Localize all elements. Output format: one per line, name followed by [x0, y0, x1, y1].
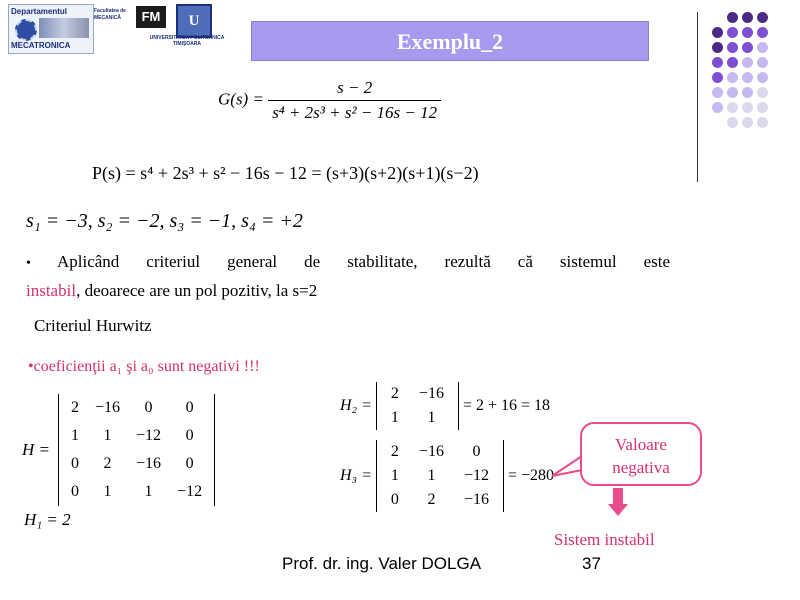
h3-cell: 1 — [427, 467, 436, 484]
matrix-h-cell: 1 — [103, 427, 112, 444]
decor-dot — [712, 87, 723, 98]
h3-cell: 0 — [390, 491, 399, 508]
h2-minor — [340, 382, 550, 430]
matrix-h-cell: 0 — [185, 427, 194, 444]
h3-label: H₃ = — [340, 467, 372, 484]
h3-row — [381, 464, 499, 488]
matrix-h-row — [63, 478, 210, 506]
decor-dot — [712, 27, 723, 38]
callout-line2: negativa — [612, 458, 670, 477]
faculty-label: Facultatea de MECANICĂ — [94, 8, 126, 21]
matrix-h-cell: −12 — [136, 427, 162, 444]
h3-cell: −12 — [463, 467, 489, 484]
h3-cell: −16 — [418, 443, 444, 460]
matrix-h-cell: 0 — [71, 455, 79, 472]
hurwitz-matrix — [22, 394, 215, 506]
tf-denominator: s⁴ + 2s³ + s² − 16s − 12 — [268, 100, 441, 123]
instabil-highlight: instabil — [26, 281, 77, 300]
characteristic-polynomial: P(s) = s⁴ + 2s³ + s² − 16s − 12 = (s+3)(s+2)(s+1)(s−2) — [92, 163, 479, 183]
decor-dot — [757, 27, 768, 38]
h3-cell: 0 — [472, 443, 481, 460]
matrix-h — [58, 394, 215, 506]
matrix-h-cell: 1 — [71, 427, 79, 444]
university-label: UNIVERSITATEA POLITEHNICA TIMIŞOARA — [149, 35, 225, 47]
slide-title: Exemplu_2 — [251, 21, 649, 61]
decor-dot — [727, 102, 738, 113]
tf-lhs: G(s) = — [218, 89, 264, 109]
matrix-h-cell: 0 — [71, 483, 79, 500]
decor-dot — [742, 72, 753, 83]
conclusion: Sistem instabil — [554, 530, 655, 549]
h2-matrix — [376, 382, 459, 430]
page-number: 37 — [582, 554, 601, 573]
h3-cell: −16 — [463, 491, 489, 508]
footer-author: Prof. dr. ing. Valer DOLGA — [282, 554, 482, 573]
decor-dot — [727, 27, 738, 38]
decor-dot — [757, 102, 768, 113]
h1-minor: H₁ = 2 — [24, 510, 71, 529]
decor-dot — [757, 57, 768, 68]
tf-numerator: s − 2 — [337, 78, 373, 97]
h3-minor — [340, 440, 554, 512]
hurwitz-heading: Criteriul Hurwitz — [34, 316, 152, 335]
decor-dot — [742, 12, 753, 23]
matrix-h-row — [63, 422, 210, 450]
matrix-h-row — [63, 450, 210, 478]
decor-dot — [727, 42, 738, 53]
h2-cell: 1 — [390, 409, 399, 426]
matrix-h-label: H = — [22, 440, 50, 459]
decor-dot — [757, 12, 768, 23]
h3-result: = −280 — [507, 467, 555, 484]
h2-row — [381, 382, 454, 406]
decor-dot — [727, 72, 738, 83]
down-arrow-icon — [608, 488, 628, 518]
matrix-h-cell: −12 — [177, 483, 203, 500]
matrix-h-cell: 0 — [185, 455, 194, 472]
gear-icon — [15, 19, 37, 41]
h3-row — [381, 440, 499, 464]
matrix-h-cell: −16 — [136, 455, 162, 472]
matrix-h-cell: 2 — [103, 455, 112, 472]
h2-cell: −16 — [418, 385, 444, 402]
decor-dot — [742, 102, 753, 113]
h3-row — [381, 488, 499, 512]
negative-value-callout — [580, 422, 702, 486]
decor-dot — [742, 42, 753, 53]
h2-row — [381, 406, 454, 430]
decor-dot — [757, 42, 768, 53]
matrix-h-cell: 1 — [103, 483, 112, 500]
bullet: • — [26, 256, 31, 271]
decor-dot — [712, 57, 723, 68]
university-logo: U — [176, 4, 212, 38]
matrix-h-cell: 0 — [144, 399, 153, 416]
h3-matrix — [376, 440, 504, 512]
decor-divider — [697, 12, 698, 182]
decor-dot — [742, 87, 753, 98]
h2-label: H₂ = — [340, 397, 372, 414]
h3-cell: 1 — [390, 467, 399, 484]
decor-dots — [712, 12, 787, 132]
decor-dot — [727, 87, 738, 98]
matrix-h-cell: 2 — [71, 399, 79, 416]
callout-line1: Valoare — [615, 435, 667, 454]
h2-result: = 2 + 16 = 18 — [462, 397, 551, 414]
coefficient-note: •coeficienţii a₁ şi a₀ sunt negativi !!! — [28, 358, 260, 375]
h2-cell: 2 — [390, 385, 399, 402]
decor-dot — [712, 72, 723, 83]
department-logo — [8, 4, 94, 54]
decor-dot — [712, 102, 723, 113]
decor-dot — [757, 72, 768, 83]
dept-mecatronica: MECATRONICA — [11, 41, 71, 50]
h2-cell: 1 — [427, 409, 436, 426]
dept-name: Departamentul — [11, 7, 68, 16]
h3-cell: 2 — [427, 491, 436, 508]
decor-dot — [742, 57, 753, 68]
matrix-h-cell: 1 — [144, 483, 153, 500]
h3-cell: 2 — [390, 443, 399, 460]
tf-fraction — [268, 78, 441, 123]
stability-paragraph — [26, 248, 670, 304]
decor-dot — [712, 42, 723, 53]
decor-dot — [727, 12, 738, 23]
matrix-h-cell: −16 — [95, 399, 121, 416]
fm-logo: FM — [136, 6, 166, 28]
decor-dot — [757, 117, 768, 128]
stability-line2: , deoarece are un pol pozitiv, la s=2 — [76, 281, 318, 300]
roots: s₁ = −3, s₂ = −2, s₃ = −1, s₄ = +2 — [26, 210, 303, 232]
decor-dot — [727, 57, 738, 68]
matrix-h-cell: 0 — [185, 399, 194, 416]
decor-dot — [727, 117, 738, 128]
decor-dot — [757, 87, 768, 98]
matrix-h-row — [63, 394, 210, 422]
decor-dot — [742, 27, 753, 38]
logo-image — [39, 18, 89, 38]
transfer-function — [218, 78, 441, 123]
decor-dot — [742, 117, 753, 128]
stability-line1: Aplicând criteriul general de stabilitate, rezultă că sistemul este — [56, 252, 670, 271]
